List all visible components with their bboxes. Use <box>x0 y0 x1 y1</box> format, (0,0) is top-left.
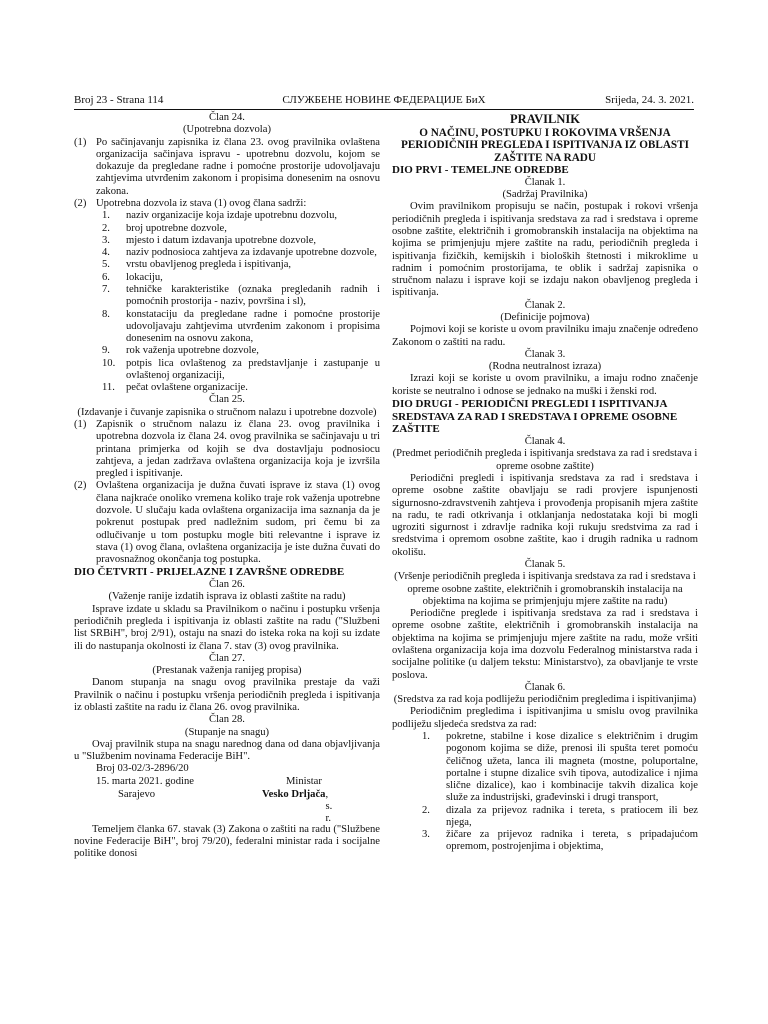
document-number: Broj 03-02/3-2896/20 <box>96 763 189 775</box>
right-column <box>392 112 698 854</box>
article-26-text: Isprave izdate u skladu sa Pravilnikom o načinu i postupku vršenja periodičnih pregleda i ispitivanja iz oblasti zaštite na radu ("Službeni list SRBiH", broj 2/91), ostaju na snazi do isteka roka na koji su izdate ili do nastupanja okolnosti iz člana 7. stav (3) ovog pravilnika. <box>74 603 380 652</box>
list-item-number: 5. <box>102 259 110 271</box>
clanak-3-title: Članak 3. <box>524 348 566 360</box>
clanak-4-name: (Predmet periodičnih pregleda i ispitivanja sredstava za rad i sredstava i opreme osobne zaštite) <box>392 448 698 472</box>
clanak-2-text: Pojmovi koji se koriste u ovom pravilniku imaju značenje određeno Zakonom o zaštiti na radu. <box>392 324 698 348</box>
page-header <box>74 94 694 108</box>
signatory-name: Vesko Drljača <box>262 788 326 800</box>
list-item-text: vrstu obavljenog pregleda i ispitivanja, <box>126 259 292 271</box>
list-item-number: 6. <box>102 271 110 283</box>
list-item <box>102 345 380 357</box>
article-24-para-1: (1) Po sačinjavanju zapisnika iz člana 23. ovog pravilnika ovlaštena organizacija sačinjava ispravu - upotrebnu dozvolu, kojom se dokazuje da pregledane radne i pomoćne prostorije udovoljavaju zahtjevima utvrđenim zakonom i propisima donesenim na osnovu zakona. <box>74 136 380 197</box>
clanak-3-name: (Rodna neutralnost izraza) <box>488 361 602 373</box>
article-28-title: Član 28. <box>209 714 245 726</box>
signatory-suffix: , s. r. <box>325 788 333 825</box>
list-item <box>102 247 380 259</box>
article-24-para-2: (2) Upotrebna dozvola iz stava (1) ovog člana sadrži: <box>74 197 307 209</box>
issue-date: Srijeda, 24. 3. 2021. <box>605 94 694 106</box>
list-item-text: rok važenja upotrebne dozvole, <box>126 345 259 357</box>
list-item-text: mjesto i datum izdavanja upotrebne dozvole, <box>126 234 317 246</box>
left-column <box>74 112 380 861</box>
section-4-heading: DIO ČETVRTI - PRIJELAZNE I ZAVRŠNE ODREDBE <box>74 566 345 579</box>
list-item-text: naziv organizacije koja izdaje upotrebnu dozvolu, <box>126 210 338 222</box>
list-item-number: 11. <box>102 382 115 394</box>
clanak-6-list <box>392 731 698 854</box>
list-item <box>102 259 380 271</box>
clanak-5-text: Periodične preglede i ispitivanja sredstava za rad i sredstava i opreme osobne zaštite, električnih i gromobranskih instalacija na objektima na kojima se primjenjuju mjere zaštite na radu, može vršiti ovlaštena organizacija koja ima dozvolu Federalnog ministarstva rada i socijalne politike (u daljem tekstu: Ministarstvo), za obavljanje te vrste poslova. <box>392 608 698 681</box>
list-item-number: 3. <box>422 829 430 841</box>
section-1-heading: DIO PRVI - TEMELJNE ODREDBE <box>392 164 569 177</box>
list-item-number: 9. <box>102 345 110 357</box>
signature-place: Sarajevo <box>118 788 156 800</box>
clanak-2-title: Članak 2. <box>524 299 566 311</box>
list-item-text: broj upotrebne dozvole, <box>126 222 227 234</box>
clanak-4-title: Članak 4. <box>524 436 566 448</box>
list-item <box>102 210 380 222</box>
article-24-name: (Upotrebna dozvola) <box>183 124 271 136</box>
clanak-2-name: (Definicije pojmova) <box>500 311 590 323</box>
list-item <box>102 382 380 394</box>
header-rule <box>74 109 694 110</box>
list-item <box>422 805 698 830</box>
publication-title: СЛУЖБЕНЕ НОВИНЕ ФЕДЕРАЦИЈЕ БиХ <box>282 94 486 106</box>
list-item-number: 1. <box>422 730 430 742</box>
list-item-text: žičare za prijevoz radnika i tereta, s pripadajućom opremom, postrojenjima i objektima, <box>446 829 698 853</box>
list-item-text: konstataciju da pregledane radne i pomoćne prostorije udovoljavaju zahtjevima utvrđenim zakonom i propisima donesenim na osnovu zakona, <box>126 308 380 345</box>
article-28-name: (Stupanje na snagu) <box>184 726 270 738</box>
page-number: Broj 23 - Strana 114 <box>74 94 164 106</box>
list-item-number: 7. <box>102 283 110 295</box>
article-26-name: (Važenje ranije izdatih isprava iz oblasti zaštite na radu) <box>108 591 346 603</box>
list-item-text: lokaciju, <box>126 271 163 283</box>
clanak-4-text: Periodični pregledi i ispitivanja sredstava za rad i sredstava i opreme osobne zaštite obavljaju se radi provjere ispunjenosti sigurnosno-zdravstvenih zahtjeva i provođenja propisanih mjera zaštite na radu, te radi otkrivanja i otklanjanja nedostataka koji bi mogli ugroziti sigurnost i zdravlje radnika koji rukuju sredstvima za rad i sredstvima i opremom osobne zaštite, kao i drugih radnika u radnom okolišu. <box>392 473 698 558</box>
article-25-title: Član 25. <box>209 394 245 406</box>
signature-role: Ministar <box>286 775 322 787</box>
list-item-text: tehničke karakteristike (oznaka pregledanih radnih i pomoćnih prostorija - naziv, površina i sl), <box>126 283 380 308</box>
clanak-3-text: Izrazi koji se koriste u ovom pravilniku, a imaju rodno značenje koriste se neutralno i odnose se jednako na muški i ženski rod. <box>392 373 698 397</box>
clanak-1-title: Članak 1. <box>524 176 566 188</box>
list-item-text: dizala za prijevoz radnika i tereta, s pratiocem ili bez njega, <box>446 804 698 828</box>
article-25-name: (Izdavanje i čuvanje zapisnika o stručnom nalazu i upotrebne dozvole) <box>77 406 377 418</box>
list-item-number: 2. <box>422 804 430 816</box>
article-24-title: Član 24. <box>209 112 245 123</box>
article-27-name: (Prestanak važenja ranijeg propisa) <box>152 665 302 677</box>
signature-block <box>74 763 380 825</box>
list-item <box>102 235 380 247</box>
list-item-number: 1. <box>102 210 110 222</box>
list-item <box>102 272 380 284</box>
article-28-text: Ovaj pravilnik stupa na snagu narednog dana od dana objavljivanja u "Službenim novinama Federacije BiH". <box>74 738 380 763</box>
article-26-title: Član 26. <box>209 579 245 591</box>
article-25-para-2: (2) Ovlaštena organizacija je dužna čuvati isprave iz stava (1) ovog člana najkraće onoliko vremena koliko traje rok važenja upotrebne dozvole. U slučaju kada ovlaštena organizacija ima saznanja da je pokrenut postupak pred nadležnim sudom, pri čemu bi za odlučivanje u tom postupku mogle biti relevantne i isprave iz stava (1) ovog člana, ovlaštena organizacija je iste dužna čuvati do pravosnažnog okončanja tog postupka. <box>74 480 380 566</box>
list-item <box>102 284 380 309</box>
list-item-text: pečat ovlaštene organizacije. <box>126 382 248 394</box>
list-item <box>102 309 380 346</box>
clanak-5-name: (Vršenje periodičnih pregleda i ispitivanja sredstava za rad i sredstava i opreme osobne zaštite, električnih i gromobranskih instalacija na objektima na kojima se primjenjuju mjere zaštite na radu) <box>394 571 696 607</box>
list-item <box>422 829 698 854</box>
article-27-text: Danom stupanja na snagu ovog pravilnika prestaje da važi Pravilnik o načinu i postupku vršenja periodičnih pregleda i ispitivanja iz oblasti zaštite na radu iz člana 26. ovog pravilnika. <box>74 677 380 713</box>
list-item-number: 8. <box>102 308 110 320</box>
list-item <box>422 731 698 805</box>
signature-date: 15. marta 2021. godine <box>96 775 194 787</box>
list-item-number: 2. <box>102 222 110 234</box>
clanak-6-title: Članak 6. <box>524 681 566 693</box>
document-subtitle: O NAČINU, POSTUPKU I ROKOVIMA VRŠENJA PERIODIČNIH PREGLEDA I ISPITIVANJA IZ OBLASTI ZAŠTITE NA RADU <box>401 126 689 164</box>
preamble: Temeljem članka 67. stavak (3) Zakona o zaštiti na radu ("Službene novine Federacije BiH", broj 79/20), federalni ministar rada i socijalne politike donosi <box>74 823 380 860</box>
list-item <box>102 223 380 235</box>
clanak-6-name: (Sredstva za rad koja podliježu periodičnim pregledima i ispitivanjima) <box>393 694 697 706</box>
list-item-text: potpis lica ovlaštenog za predstavljanje i zastupanje u ovlaštenoj organizaciji, <box>126 357 380 381</box>
article-24-list <box>74 210 380 394</box>
list-item-text: naziv podnosioca zahtjeva za izdavanje upotrebne dozvole, <box>126 247 377 259</box>
list-item-text: pokretne, stabilne i kose dizalice s električnim i drugim pogonom kojima se diže, prenosi ili spušta teret pomoću čeličnog užeta, lanca ili magneta (mostne, poluportalne, portalne i stupne dizalice svih tipova, autodizalice i njima slične dizalice), kao i kombinacije takvih dizalica koje služe za industrijski, građevinski i drugi transport, <box>446 730 698 804</box>
clanak-1-name: (Sadržaj Pravilnika) <box>502 189 588 201</box>
article-25-para-1: (1) Zapisnik o stručnom nalazu iz člana 23. ovog pravilnika i upotrebna dozvola iz člana 24. ovog pravilnika se sačinjavaju u tri printana primjerka od kojih se dva dostavljaju podnosiocu zahtjeva, a jedan zadržava ovlaštena organizacija koja je izvršila pregled i ispitivanje. <box>74 419 380 480</box>
clanak-5-title: Članak 5. <box>524 559 566 571</box>
clanak-6-text: Periodičnim pregledima i ispitivanjima u smislu ovog pravilnika podliježu sljedeća sredstva za rad: <box>392 706 698 730</box>
clanak-1-text: Ovim pravilnikom propisuju se način, postupak i rokovi vršenja periodičnih pregleda i ispitivanja sredstava za rad i sredstava i opreme osobne zaštite, električnih i gromobranskih instalacija na objektima na kojima se primjenjuju mjere zaštite na radu, periodičnih pregleda i ispitivanja fizičkih, kemijskih i bioloških štetnosti i mikroklime u radnim i pomoćnim prostorijama, te oblik i sadržaj zapisnika o stručnom nalazu i isprave koji se izdaju nakon obavljenog pregleda i ispitivanja. <box>392 201 698 299</box>
list-item-number: 10. <box>102 357 116 369</box>
section-2-heading: DIO DRUGI - PERIODIČNI PREGLEDI I ISPITIVANJA SREDSTAVA ZA RAD I SREDSTAVA I OPREME OSOBNE ZAŠTITE <box>392 397 678 436</box>
document-title: PRAVILNIK <box>510 112 580 126</box>
list-item-number: 4. <box>102 247 110 259</box>
list-item <box>102 358 380 383</box>
article-27-title: Član 27. <box>209 652 245 664</box>
list-item-number: 3. <box>102 234 110 246</box>
